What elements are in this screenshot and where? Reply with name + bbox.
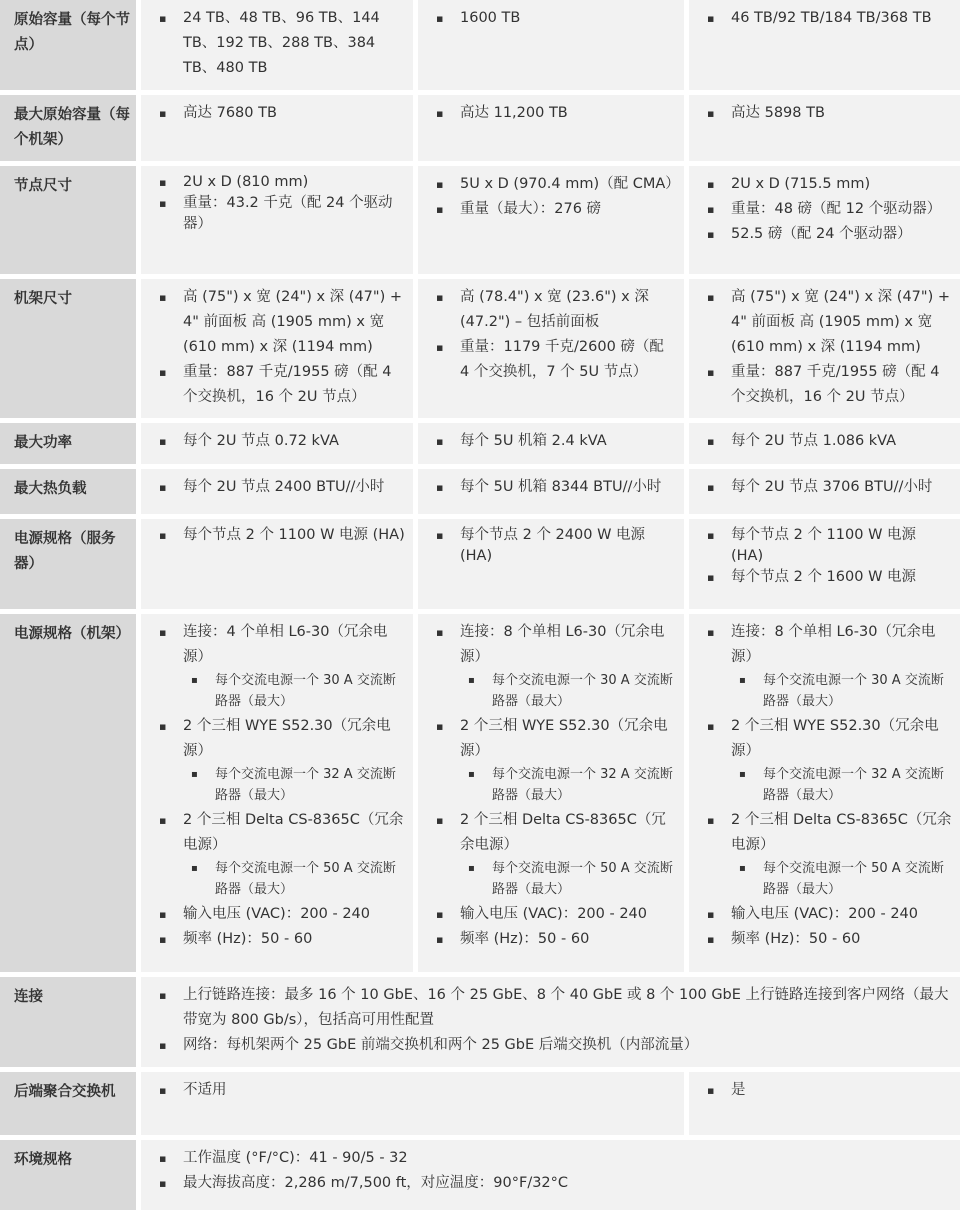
cell-col3 [689, 614, 960, 972]
cell-full [141, 1140, 960, 1210]
cell-col3 [689, 95, 960, 161]
power-wye-text: 2 个三相 WYE S52.30（冗余电源） [460, 718, 668, 759]
cell-full [141, 977, 960, 1067]
cell-col1 [141, 166, 413, 274]
row-rack-size [0, 279, 960, 418]
cell-col3 [689, 279, 960, 418]
list-item [707, 714, 952, 808]
row-label: 环境规格 [0, 1140, 136, 1210]
list-item: ▪ 高达 7680 TB [159, 101, 405, 126]
list-item: ▪ 上行链路连接：最多 16 个 10 GbE、16 个 25 GbE、8 个 40 GbE 或 8 个 100 GbE 上行链路连接到客户网络（最大带宽为 800 Gb/s），包括高可用性配置 [159, 983, 952, 1033]
cell-col1 [141, 95, 413, 161]
list-item: ▪ 重量：887 千克/1955 磅（配 4 个交换机，16 个 2U 节点） [707, 360, 952, 410]
cell-col3 [689, 469, 960, 514]
cell-col1-2 [141, 1072, 684, 1135]
list-item: ▪ 5U x D (970.4 mm)（配 CMA） [436, 172, 676, 197]
list-item: ▪ 每个 5U 机箱 8344 BTU//小时 [436, 475, 676, 500]
power-connection-text: 连接：4 个单相 L6-30（冗余电源） [183, 624, 388, 665]
list-item: ▪ 52.5 磅（配 24 个驱动器） [707, 222, 952, 247]
list-item: ▪ 是 [707, 1078, 952, 1103]
list-item: ▪ 输入电压 (VAC)：200 - 240 [707, 902, 952, 927]
cell-col2 [418, 279, 684, 418]
sub-list-item: ▪ 每个交流电源一个 30 A 交流断路器（最大） [460, 670, 676, 712]
list-item: ▪ 每个节点 2 个 2400 W 电源 (HA) [436, 525, 676, 567]
row-max-raw-capacity-rack [0, 95, 960, 161]
row-max-heat-load [0, 469, 960, 514]
list-item: ▪ 每个节点 2 个 1100 W 电源 (HA) [159, 525, 405, 546]
list-item [707, 808, 952, 902]
cell-col3 [689, 0, 960, 90]
cell-col1 [141, 519, 413, 609]
list-item: ▪ 重量（最大）：276 磅 [436, 197, 676, 222]
power-connection-text: 连接：8 个单相 L6-30（冗余电源） [731, 624, 936, 665]
row-raw-capacity-node [0, 0, 960, 90]
list-item: ▪ 重量：48 磅（配 12 个驱动器） [707, 197, 952, 222]
list-item: ▪ 每个 2U 节点 3706 BTU//小时 [707, 475, 952, 500]
list-item: ▪ 2U x D (810 mm) [159, 172, 405, 193]
list-item: ▪ 每个 5U 机箱 2.4 kVA [436, 429, 676, 454]
list-item: ▪ 每个节点 2 个 1600 W 电源 [707, 567, 952, 588]
sub-list-item: ▪ 每个交流电源一个 32 A 交流断路器（最大） [731, 764, 952, 806]
row-label: 电源规格（服务器） [0, 519, 136, 609]
list-item: ▪ 频率 (Hz)：50 - 60 [159, 927, 405, 952]
row-backend-aggregation-switch [0, 1072, 960, 1135]
list-item: ▪ 频率 (Hz)：50 - 60 [707, 927, 952, 952]
list-item: ▪ 2U x D (715.5 mm) [707, 172, 952, 197]
power-delta-text: 2 个三相 Delta CS-8365C（冗余电源） [460, 812, 666, 853]
list-item [707, 620, 952, 714]
cell-col3 [689, 1072, 960, 1135]
power-delta-text: 2 个三相 Delta CS-8365C（冗余电源） [731, 812, 952, 853]
list-item: ▪ 重量：1179 千克/2600 磅（配 4 个交换机，7 个 5U 节点） [436, 335, 676, 385]
row-connectivity [0, 977, 960, 1067]
cell-col1 [141, 0, 413, 90]
list-item [436, 620, 676, 714]
cell-col2 [418, 519, 684, 609]
row-power-supply-rack [0, 614, 960, 972]
list-item: ▪ 高达 11,200 TB [436, 101, 676, 126]
row-label: 电源规格（机架） [0, 614, 136, 972]
list-item: ▪ 不适用 [159, 1078, 676, 1103]
list-item: ▪ 每个 2U 节点 2400 BTU//小时 [159, 475, 405, 500]
sub-list-item: ▪ 每个交流电源一个 50 A 交流断路器（最大） [731, 858, 952, 900]
row-label: 最大热负载 [0, 469, 136, 514]
cell-col2 [418, 0, 684, 90]
power-connection-text: 连接：8 个单相 L6-30（冗余电源） [460, 624, 665, 665]
row-node-size [0, 166, 960, 274]
sub-list-item: ▪ 每个交流电源一个 30 A 交流断路器（最大） [731, 670, 952, 712]
list-item [159, 808, 405, 902]
cell-col2 [418, 614, 684, 972]
list-item: ▪ 每个节点 2 个 1100 W 电源 (HA) [707, 525, 952, 567]
list-item: ▪ 工作温度 (°F/°C)：41 - 90/5 - 32 [159, 1146, 952, 1171]
row-label: 节点尺寸 [0, 166, 136, 274]
row-label: 连接 [0, 977, 136, 1067]
list-item: ▪ 重量：43.2 千克（配 24 个驱动器） [159, 193, 405, 235]
list-item: ▪ 每个 2U 节点 0.72 kVA [159, 429, 405, 454]
row-environmental-specs [0, 1140, 960, 1210]
list-item: ▪ 网络：每机架两个 25 GbE 前端交换机和两个 25 GbE 后端交换机（内部流量） [159, 1033, 952, 1058]
cell-col3 [689, 423, 960, 464]
power-wye-text: 2 个三相 WYE S52.30（冗余电源） [731, 718, 939, 759]
list-item: ▪ 46 TB/92 TB/184 TB/368 TB [707, 6, 952, 31]
row-max-power [0, 423, 960, 464]
row-label: 后端聚合交换机 [0, 1072, 136, 1135]
cell-col1 [141, 469, 413, 514]
sub-list-item: ▪ 每个交流电源一个 32 A 交流断路器（最大） [460, 764, 676, 806]
cell-col3 [689, 519, 960, 609]
list-item: ▪ 重量：887 千克/1955 磅（配 4 个交换机，16 个 2U 节点） [159, 360, 405, 410]
sub-list-item: ▪ 每个交流电源一个 50 A 交流断路器（最大） [460, 858, 676, 900]
list-item: ▪ 每个 2U 节点 1.086 kVA [707, 429, 952, 454]
cell-col2 [418, 469, 684, 514]
list-item: ▪ 高达 5898 TB [707, 101, 952, 126]
list-item: ▪ 高 (75") x 宽 (24") x 深 (47") + 4" 前面板 高 (1905 mm) x 宽 (610 mm) x 深 (1194 mm) [707, 285, 952, 360]
sub-list-item: ▪ 每个交流电源一个 32 A 交流断路器（最大） [183, 764, 405, 806]
list-item: ▪ 高 (75") x 宽 (24") x 深 (47") + 4" 前面板 高 (1905 mm) x 宽 (610 mm) x 深 (1194 mm) [159, 285, 405, 360]
sub-list-item: ▪ 每个交流电源一个 30 A 交流断路器（最大） [183, 670, 405, 712]
sub-list-item: ▪ 每个交流电源一个 50 A 交流断路器（最大） [183, 858, 405, 900]
list-item: ▪ 频率 (Hz)：50 - 60 [436, 927, 676, 952]
row-label: 最大功率 [0, 423, 136, 464]
list-item [159, 714, 405, 808]
list-item: ▪ 输入电压 (VAC)：200 - 240 [436, 902, 676, 927]
list-item: ▪ 最大海拔高度：2,286 m/7,500 ft，对应温度：90°F/32°C [159, 1171, 952, 1196]
cell-col2 [418, 423, 684, 464]
list-item: ▪ 24 TB、48 TB、96 TB、144 TB、192 TB、288 TB、384 TB、480 TB [159, 6, 405, 81]
row-label: 机架尺寸 [0, 279, 136, 418]
power-wye-text: 2 个三相 WYE S52.30（冗余电源） [183, 718, 391, 759]
cell-col2 [418, 95, 684, 161]
row-label: 原始容量（每个节点） [0, 0, 136, 90]
list-item [159, 620, 405, 714]
row-power-supply-server [0, 519, 960, 609]
list-item: ▪ 高 (78.4") x 宽 (23.6") x 深 (47.2") – 包括前面板 [436, 285, 676, 335]
list-item: ▪ 输入电压 (VAC)：200 - 240 [159, 902, 405, 927]
cell-col1 [141, 614, 413, 972]
power-delta-text: 2 个三相 Delta CS-8365C（冗余电源） [183, 812, 404, 853]
list-item: ▪ 1600 TB [436, 6, 676, 31]
cell-col2 [418, 166, 684, 274]
cell-col3 [689, 166, 960, 274]
cell-col1 [141, 279, 413, 418]
list-item [436, 714, 676, 808]
list-item [436, 808, 676, 902]
cell-col1 [141, 423, 413, 464]
row-label: 最大原始容量（每个机架） [0, 95, 136, 161]
